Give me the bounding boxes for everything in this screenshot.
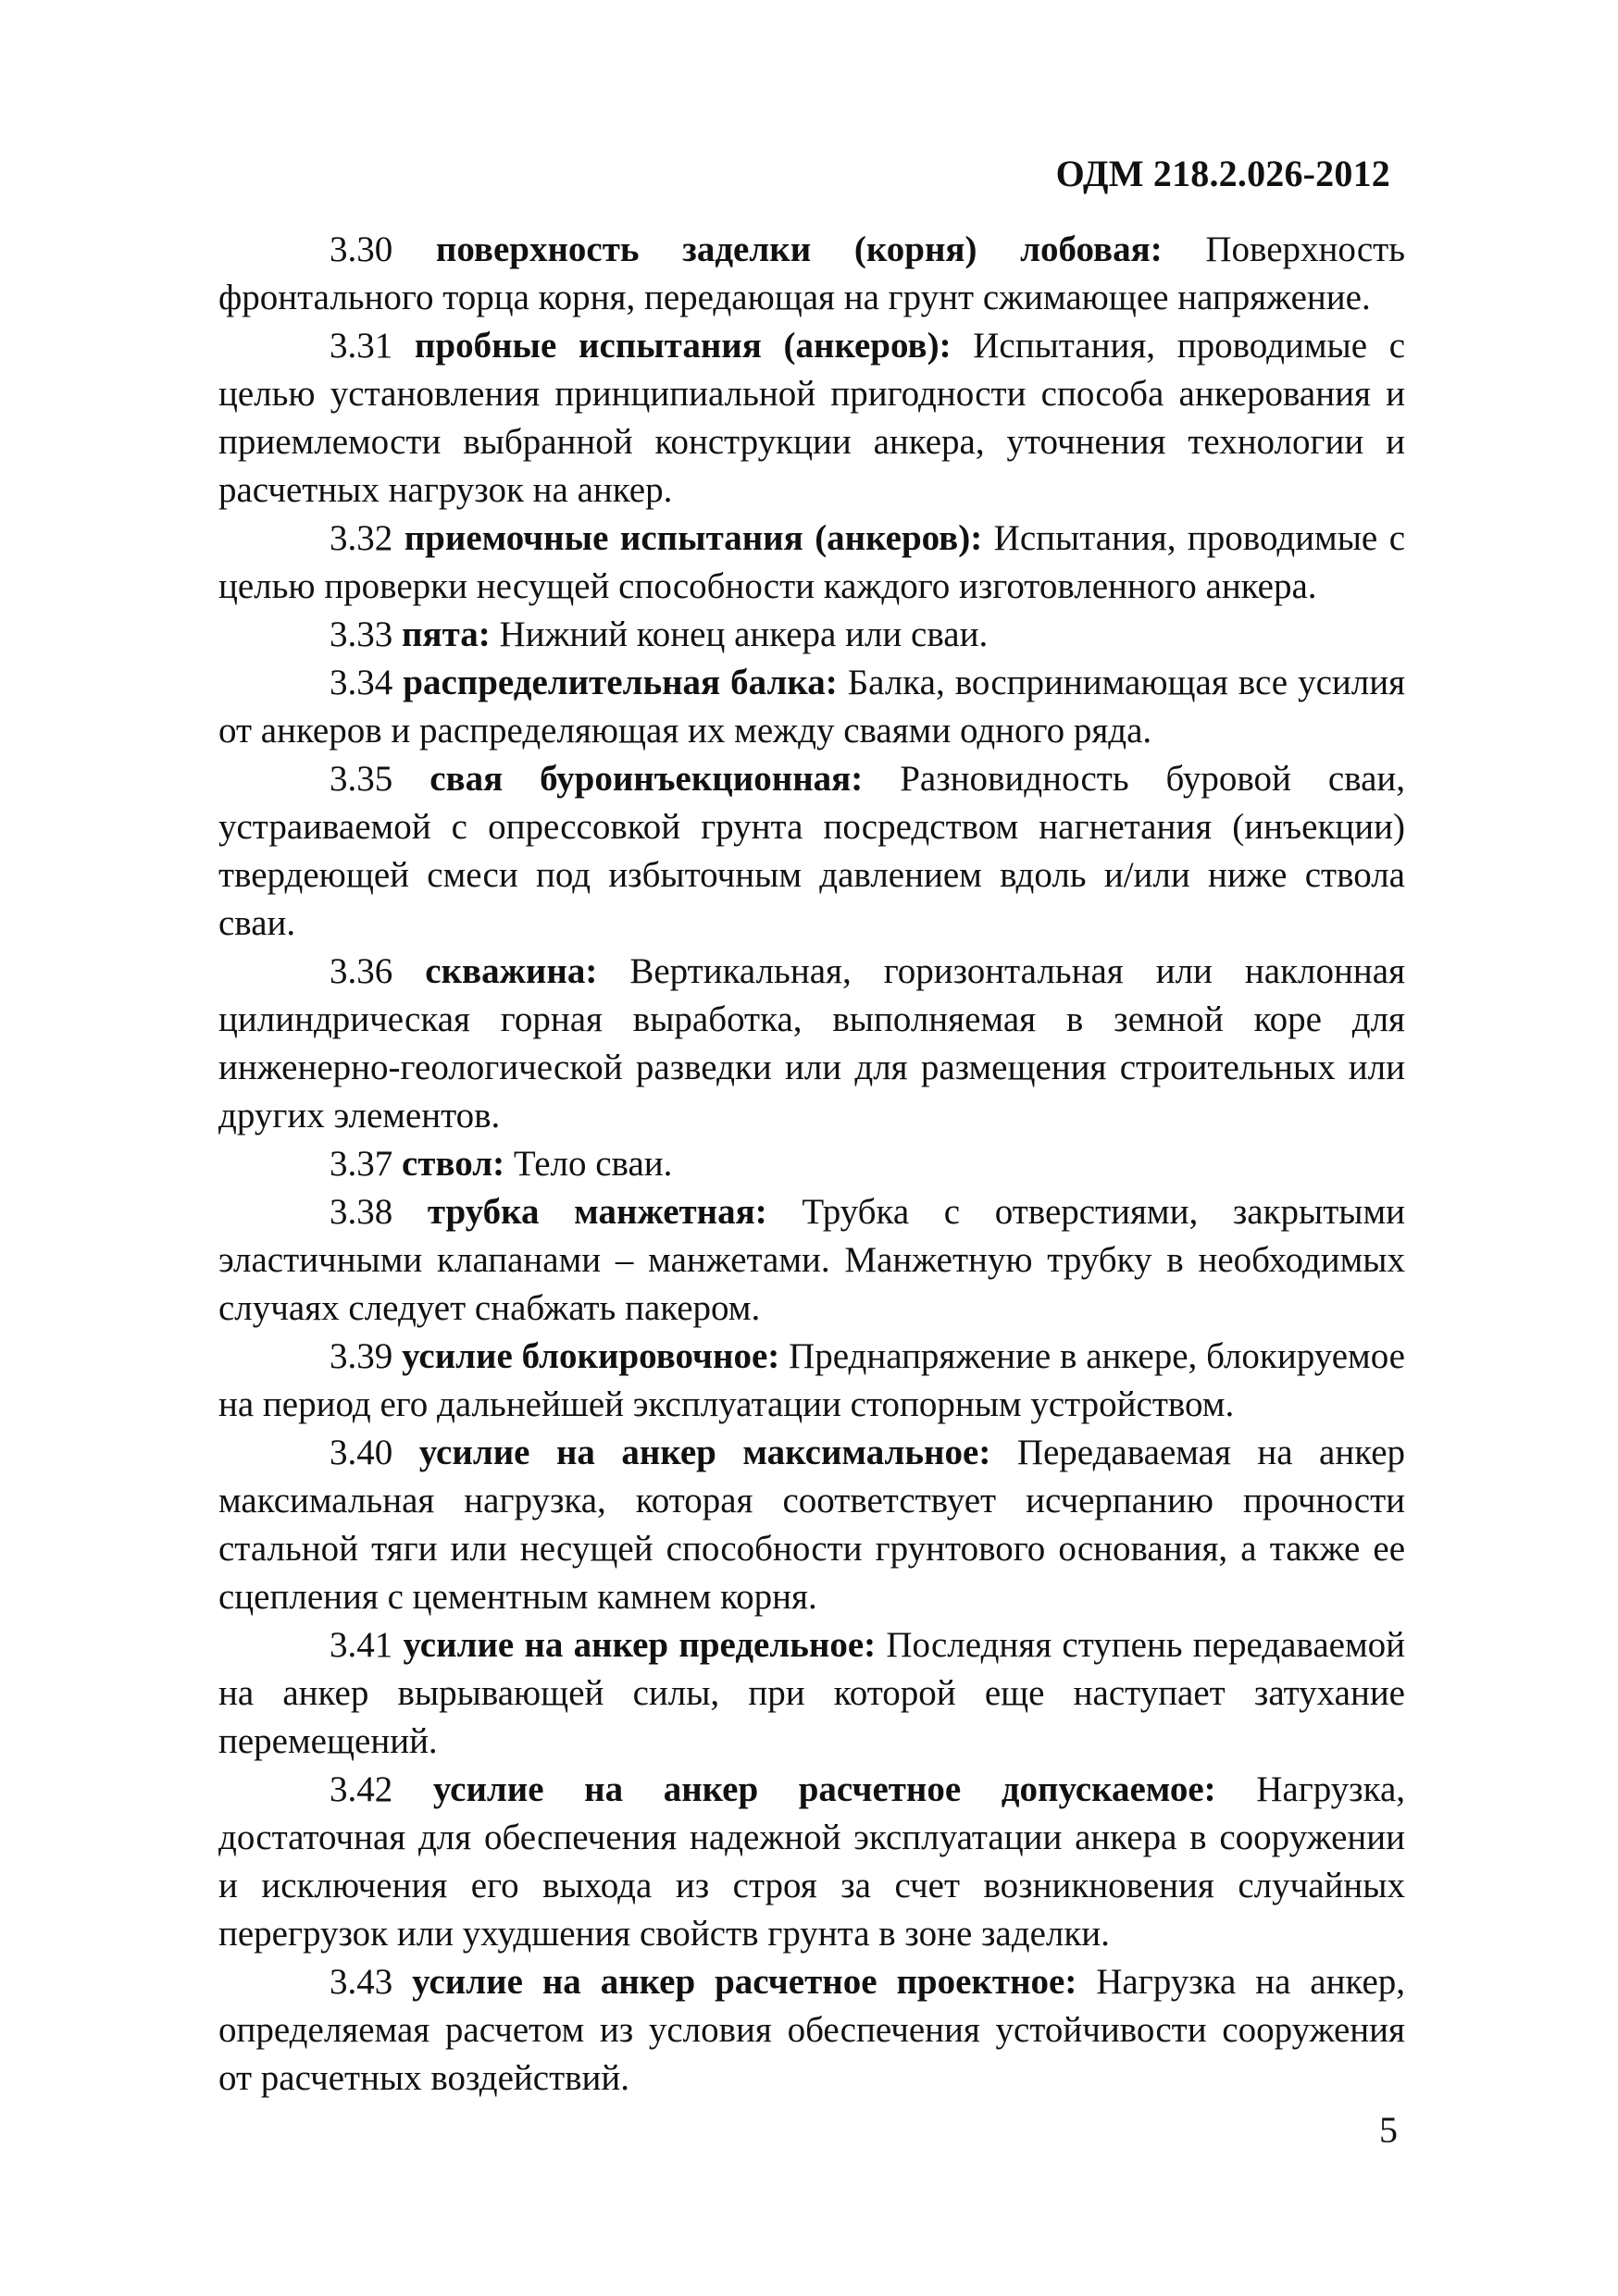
term-title: распределительная балка: bbox=[403, 663, 838, 702]
term-title: усилие на анкер расчетное проектное: bbox=[412, 1962, 1077, 2002]
term-definition: Нагрузка, достаточная для обеспечения надежной эксплуатации анкера в сооружении и исключения его выхода из строя за счет возникновения случайных перегрузок или ухудшения свойств грунта в зоне заделки. bbox=[218, 1769, 1405, 1954]
term-number: 3.42 bbox=[330, 1769, 393, 1809]
term-title: усилие блокировочное: bbox=[402, 1336, 780, 1376]
term-number: 3.35 bbox=[330, 759, 393, 799]
term-number: 3.30 bbox=[330, 230, 393, 269]
term-definition: Испытания, проводимые с целью проверки несущей способности каждого изготовленного анкера. bbox=[218, 518, 1405, 606]
term-title: усилие на анкер максимальное: bbox=[418, 1433, 991, 1472]
document-code: ОДМ 218.2.026-2012 bbox=[1055, 153, 1390, 194]
term-definition: Вертикальная, горизонтальная или наклонная цилиндрическая горная выработка, выполняемая в земной коре для инженерно-геологической разведки или для размещения строительных или других элементов. bbox=[218, 951, 1406, 1136]
term-entry bbox=[218, 322, 1405, 515]
term-definition: Испытания, проводимые с целью установления принципиальной пригодности способа анкерования и приемлемости выбранной конструкции анкера, уточнения технологии и расчетных нагрузок на анкер. bbox=[218, 326, 1405, 510]
term-title: усилие на анкер предельное: bbox=[403, 1625, 877, 1665]
page-number: 5 bbox=[1379, 2109, 1398, 2151]
term-entry bbox=[218, 611, 1405, 659]
term-entry bbox=[218, 1140, 1405, 1188]
term-definition: Поверхность фронтального торца корня, передающая на грунт сжимающее напряжение. bbox=[218, 230, 1405, 317]
term-number: 3.36 bbox=[330, 951, 393, 991]
term-title: усилие на анкер расчетное допускаемое: bbox=[432, 1769, 1216, 1809]
terms-list bbox=[218, 226, 1405, 2103]
term-title: поверхность заделки (корня) лобовая: bbox=[435, 230, 1163, 269]
term-number: 3.40 bbox=[330, 1433, 393, 1472]
term-entry bbox=[218, 1333, 1405, 1429]
term-entry bbox=[218, 1429, 1405, 1621]
term-definition: Трубка с отверстиями, закрытыми эластичными клапанами – манжетами. Манжетную трубку в необходимых случаях следует снабжать пакером. bbox=[218, 1192, 1406, 1328]
term-definition: Нижний конец анкера или сваи. bbox=[499, 614, 989, 654]
term-number: 3.31 bbox=[330, 326, 393, 366]
term-number: 3.33 bbox=[330, 614, 393, 654]
term-definition: Последняя ступень передаваемой на анкер вырывающей силы, при которой еще наступает затухание перемещений. bbox=[218, 1625, 1405, 1761]
term-entry bbox=[218, 1188, 1405, 1333]
term-number: 3.43 bbox=[330, 1962, 393, 2002]
term-title: трубка манжетная: bbox=[427, 1192, 767, 1232]
term-title: пята: bbox=[402, 614, 491, 654]
term-number: 3.38 bbox=[330, 1192, 393, 1232]
term-definition: Передаваемая на анкер максимальная нагрузка, которая соответствует исчерпанию прочности стальной тяги или несущей способности грунтового основания, а также ее сцепления с цементным камнем корня. bbox=[218, 1433, 1406, 1617]
term-entry bbox=[218, 755, 1405, 948]
term-title: приемочные испытания (анкеров): bbox=[404, 518, 983, 558]
term-definition: Балка, воспринимающая все усилия от анкеров и распределяющая их между сваями одного ряда. bbox=[218, 663, 1406, 751]
term-definition: Преднапряжение в анкере, блокируемое на период его дальнейшей эксплуатации стопорным устройством. bbox=[218, 1336, 1405, 1424]
term-number: 3.37 bbox=[330, 1144, 393, 1184]
term-entry bbox=[218, 1766, 1405, 1958]
term-entry bbox=[218, 659, 1405, 755]
term-entry bbox=[218, 1958, 1405, 2103]
term-number: 3.32 bbox=[330, 518, 393, 558]
term-number: 3.34 bbox=[330, 663, 393, 702]
term-title: ствол: bbox=[402, 1144, 505, 1184]
term-definition: Нагрузка на анкер, определяемая расчетом из условия обеспечения устойчивости сооружения от расчетных воздействий. bbox=[218, 1962, 1406, 2098]
term-entry bbox=[218, 948, 1405, 1140]
term-entry bbox=[218, 226, 1405, 322]
term-entry bbox=[218, 515, 1405, 611]
term-definition: Разновидность буровой сваи, устраиваемой с опрессовкой грунта посредством нагнетания (инъекции) твердеющей смеси под избыточным давлением вдоль и/или ниже ствола сваи. bbox=[218, 759, 1406, 943]
term-title: скважина: bbox=[425, 951, 598, 991]
term-entry bbox=[218, 1621, 1405, 1766]
term-title: пробные испытания (анкеров): bbox=[414, 326, 952, 366]
term-definition: Тело сваи. bbox=[513, 1144, 673, 1184]
term-number: 3.41 bbox=[330, 1625, 393, 1665]
term-title: свая буроинъекционная: bbox=[429, 759, 864, 799]
term-number: 3.39 bbox=[330, 1336, 393, 1376]
